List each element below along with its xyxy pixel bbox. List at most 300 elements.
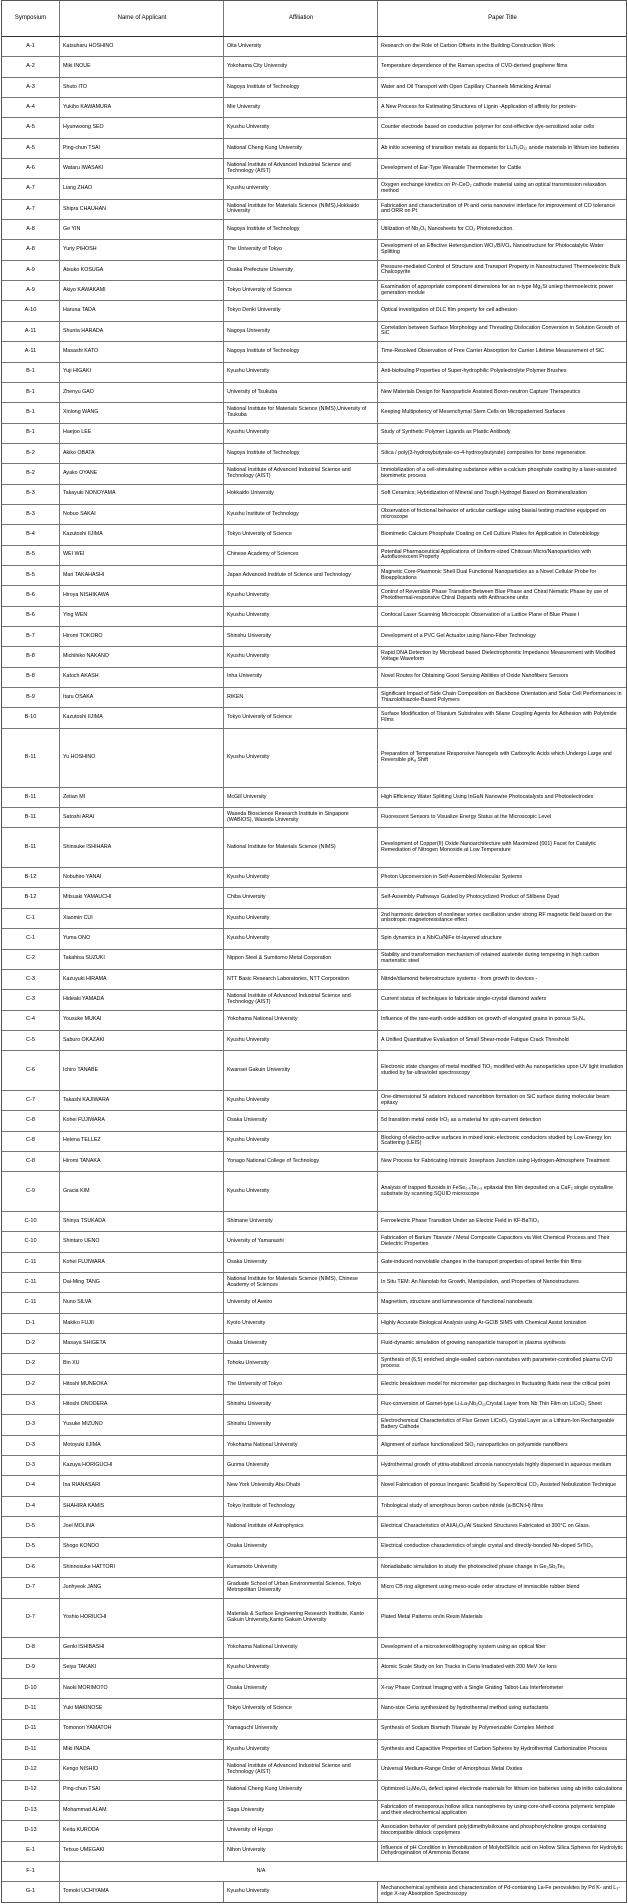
affiliation-cell: Chiba University: [224, 888, 378, 907]
paper-title-cell: Highly Accurate Biological Analysis using Ar-GCIB SIMS with Chemical Assist Ionization: [381, 1319, 587, 1326]
affiliation-cell: Kyushu University: [224, 929, 378, 948]
affiliation-cell: National Institute of Advanced Industrial Science and Technology (AIST): [224, 464, 378, 483]
table-row: [2, 342, 626, 362]
affiliation-cell: Oita University: [224, 37, 378, 56]
paper-title-cell: Significant Impact of Side Chain Composition on Backbone Orientation and Solar Cell Performances in Thiazolothiazole-Based Polymers: [381, 690, 622, 703]
symposium-cell: A-11: [2, 322, 60, 341]
paper-title-cell: Nitride/diamond heterostructure systems - from growth to devices -: [381, 975, 538, 982]
table-row: [2, 1862, 626, 1882]
table-row: [2, 57, 626, 77]
symposium-cell: B-11: [2, 788, 60, 807]
table-row: [2, 444, 626, 464]
applicant-cell: Shunta HARADA: [60, 322, 224, 341]
paper-title-cell: Photon Upconversion in Self-Assembled Molecular Systems: [381, 873, 523, 880]
table-row: [2, 1740, 626, 1760]
paper-title-cell: Self-Assembly Pathways Guided by Photocyclized Product of Stilbene Dyad: [381, 894, 560, 901]
affiliation-cell: Tokyo Denki University: [224, 301, 378, 320]
paper-title-cell: Current status of techniques to fabricate single-crystal diamond wafers: [381, 996, 547, 1002]
symposium-cell: D-3: [2, 1456, 60, 1475]
table-row: [2, 888, 626, 908]
symposium-cell: D-10: [2, 1679, 60, 1698]
applicant-cell: Kohei FUJIWARA: [60, 1253, 224, 1272]
paper-title-cell: Electrical Characteristics of Al/Al₂O₃/Al Stacked Structures Fabricated at 300°C on Glass.: [381, 1522, 591, 1529]
applicant-cell: Naoki MORIMOTO: [60, 1679, 224, 1698]
applicant-cell: Ping-chun TSAI: [60, 139, 224, 158]
symposium-cell: A-5: [2, 139, 60, 158]
applicant-cell: Hyunwoong SEO: [60, 118, 224, 137]
affiliation-cell: National Institute for Materials Science (NIMS),University of Tsukuba: [224, 403, 378, 422]
affiliation-cell: University of Tsukuba: [224, 383, 378, 402]
applicant-cell: Motoyuki IIJIMA: [60, 1436, 224, 1455]
paper-title-cell: Hydrothermal growth of yttria-stabilized zirconia nanocrystals highly dispersed in aqueous medium: [381, 1461, 612, 1468]
symposium-cell: B-12: [2, 868, 60, 887]
affiliation-cell: Nagoya Institute of Technology: [224, 342, 378, 361]
symposium-cell: A-9: [2, 261, 60, 280]
table-row: [2, 970, 626, 990]
applicant-cell: Mitsuaki YAMAUCHI: [60, 888, 224, 907]
symposium-cell: A-7: [2, 200, 60, 219]
affiliation-cell: Shinshu University: [224, 1415, 378, 1434]
affiliation-cell: Kyushu University: [224, 586, 378, 605]
affiliation-cell: Osaka University: [224, 1253, 378, 1272]
applicant-cell: Xiaomin CUI: [60, 909, 224, 928]
applicant-cell: Mari TAKAHASHI: [60, 566, 224, 585]
table-row: [2, 525, 626, 545]
paper-title-cell: Flux-conversion of Garnet-type Li₇La₃Nb₂O₁₂Crystal Layer from Nb Thin Film on LiCoO₂ Sheet: [381, 1400, 602, 1407]
table-row: [2, 220, 626, 240]
table-row: [2, 1091, 626, 1111]
applicant-cell: Takashi KAJIWARA: [60, 1091, 224, 1110]
table-row: [2, 688, 626, 708]
applicant-cell: Genki ISHIBASHI: [60, 1638, 224, 1657]
symposium-cell: A-9: [2, 281, 60, 300]
table-row: [2, 281, 626, 301]
symposium-cell: D-13: [2, 1821, 60, 1840]
symposium-cell: B-1: [2, 424, 60, 443]
affiliation-cell: National Institute for Materials Science (NIMS),Hokkaido University: [224, 200, 378, 219]
table-row: [2, 179, 626, 199]
paper-title-cell: Immobilization of a cell-stimulating substance within a calcium phosphate coating by a laser-assisted biomimetic process: [381, 467, 617, 479]
paper-title-cell: Control of Reversible Phase Transition Between Blue Phase and Chiral Nematic Phase by use of Photothermal-responsive Chiral Dopants with Anthracene units: [381, 589, 609, 601]
header-affiliation: Affiliation: [224, 1, 378, 36]
applicant-cell: Gracia KIM: [60, 1172, 224, 1211]
affiliation-cell: National Institute for Materials Science (NIMS): [224, 828, 378, 867]
paper-title-cell: Fluid-dynamic simulation of growing nanoparticle transport in plasma synthesis: [381, 1339, 566, 1346]
applicant-cell: Shinya TSUKADA: [60, 1212, 224, 1231]
paper-title-cell: Tribological study of amorphous boron carbon nitride (a-BCN:H) films: [381, 1502, 544, 1509]
symposium-cell: C-2: [2, 950, 60, 969]
paper-title-cell: Development of Ear-Type Wearable Thermometer for Cattle: [381, 164, 522, 171]
paper-title-cell: Analysis of trapped fluxoids in FeSe₀.₅Te₀.₅ epitaxial thin film deposited on a CaF₂ single crystalline substrate by scanning SQUID microscope: [381, 1184, 614, 1197]
symposium-cell: C-1: [2, 929, 60, 948]
symposium-cell: A-8: [2, 220, 60, 239]
table-row: [2, 1031, 626, 1051]
paper-title-cell: Fabrication of Barium Titanate / Metal Composite Capacitors via Wet Chemical Process and Their Dielectric Properties: [381, 1235, 610, 1248]
symposium-cell: D-13: [2, 1801, 60, 1820]
affiliation-cell: Kyushu University: [224, 647, 378, 666]
applicant-cell: Zetian MI: [60, 788, 224, 807]
symposium-cell: A-5: [2, 118, 60, 137]
applicant-cell: Liang ZHAO: [60, 179, 224, 198]
affiliation-cell: Mie University: [224, 98, 378, 117]
affiliation-cell: Nihon University: [224, 1842, 378, 1861]
paper-title-cell: High Efficiency Water Splitting Using InGaN Nanowire Photocatalysts and Photoelectrodes: [381, 793, 594, 800]
paper-title-cell: Utilization of Nb₂O₅ Nanosheets for CO₂ Photoreduction.: [381, 225, 514, 232]
affiliation-cell: University of Hyogo: [224, 1821, 378, 1840]
symposium-cell: A-6: [2, 159, 60, 178]
affiliation-cell: Osaka University: [224, 1111, 378, 1130]
table-row: [2, 566, 626, 586]
table-row: [2, 627, 626, 647]
affiliation-cell: Kyushu University: [224, 1031, 378, 1050]
symposium-cell: D-3: [2, 1436, 60, 1455]
applicant-cell: Itaru OSAKA: [60, 688, 224, 707]
affiliation-cell: National Institute of Advanced Industrial Science and Technology (AIST): [224, 159, 378, 178]
applicant-cell: Shinnosuke HATTORI: [60, 1558, 224, 1577]
symposium-cell: D-11: [2, 1699, 60, 1718]
applicant-cell: Keita KURODA: [60, 1821, 224, 1840]
affiliation-cell: Kyushu University: [224, 729, 378, 787]
affiliation-cell: National Institute of Advanced Industrial Science and Technology (AIST): [224, 1760, 378, 1779]
symposium-cell: G-1: [2, 1882, 60, 1901]
applicant-cell: Shintaro UENO: [60, 1232, 224, 1251]
symposium-cell: B-11: [2, 828, 60, 867]
paper-title-cell: Association behavior of pendant poly(dimethylsiloxane and phosphorylcholine groups containing biocompatible diblock copolymers: [381, 1824, 607, 1836]
applicant-cell: Yuji HIGAKI: [60, 363, 224, 382]
applicant-cell: Saburo OKAZAKI: [60, 1031, 224, 1050]
table-row: [2, 1375, 626, 1395]
affiliation-cell: Osaka Prefecture University: [224, 261, 378, 280]
table-row: [2, 607, 626, 627]
table-row: [2, 1578, 626, 1598]
paper-title-cell: Magnetism, structure and luminescence of functional nanobeads: [381, 1299, 533, 1306]
paper-title-cell: Silica / poly(3-hydroxybutyrate-co-4-hydroxybutyrate) composites for bone regeneration: [381, 449, 586, 456]
affiliation-cell: Kyushu University: [224, 363, 378, 382]
table-row: [2, 1011, 626, 1031]
applicant-cell: Akiko OBATA: [60, 444, 224, 463]
paper-title-cell: Anti-biofouling Properties of Super-hydrophilic Polyelectrolyte Polymer Brushes: [381, 368, 567, 375]
symposium-cell: C-11: [2, 1253, 60, 1272]
symposium-cell: A-7: [2, 179, 60, 198]
symposium-cell: D-12: [2, 1781, 60, 1800]
applicant-cell: Nobuhiro YANAI: [60, 868, 224, 887]
table-row: [2, 546, 626, 566]
table-row: [2, 1538, 626, 1558]
table-row: [2, 301, 626, 321]
paper-title-cell: Gate-induced nonvolatile changes in the transport properties of spinel ferrite thin films: [381, 1258, 582, 1265]
applicant-cell: Miki INOUE: [60, 57, 224, 76]
paper-title-cell: Counter electrode based on conductive polymer for cost-effective dye-sensitized solar cells: [381, 124, 595, 131]
symposium-cell: F-1: [2, 1862, 60, 1881]
symposium-cell: A-2: [2, 57, 60, 76]
symposium-cell: A-8: [2, 240, 60, 259]
paper-title-cell: Optical investigation of DLC film property for cell adhesion: [381, 307, 518, 314]
affiliation-cell: Nagoya University: [224, 322, 378, 341]
applicant-cell: Ping-chun TSAI: [60, 1781, 224, 1800]
symposium-cell: C-1: [2, 909, 60, 928]
table-row: [2, 37, 626, 57]
symposium-cell: B-5: [2, 546, 60, 565]
affiliation-cell: Yokohama National University: [224, 1638, 378, 1657]
applicant-cell: Kengo NISHIO: [60, 1760, 224, 1779]
paper-title-cell: Magnetic Core-Plasmonic Shell Dual Functional Nanoparticles as a Novel Cellular Probe for Bioapplications: [381, 568, 597, 581]
affiliation-cell: Inha University: [224, 668, 378, 687]
affiliation-cell: University of Yamanashi: [224, 1232, 378, 1251]
applicant-cell: Nuno SILVA: [60, 1293, 224, 1312]
paper-title-cell: Influence of the rare-earth oxide addition on growth of elongated grains in porous Si₃N₄: [381, 1016, 585, 1023]
paper-title-cell: In Situ TEM: An Nanolab for Growth, Manipulation, and Properties of Nanostructures: [381, 1278, 579, 1285]
affiliation-cell: National Cheng Kung University: [224, 139, 378, 158]
affiliation-cell: Nagoya Institute of Technology: [224, 444, 378, 463]
paper-title-cell: Development of a microstereolithography system using an optical fiber: [381, 1644, 546, 1651]
affiliation-cell: Kyushu University: [224, 424, 378, 443]
applicant-cell: Kazuyuki HIRAMA: [60, 970, 224, 989]
applicant-cell: Kohei FUJIWARA: [60, 1111, 224, 1130]
paper-title-cell: Ferroelectric Phase Transition Under an Electric Field in KF-BaTiO₃: [381, 1217, 539, 1224]
table-row: [2, 1354, 626, 1374]
applicant-cell: Bin XU: [60, 1354, 224, 1373]
paper-title-cell: Stability and transformation mechanism of retained austenite during tempering in high carbon martensitic steel: [381, 952, 600, 965]
applicant-cell: Ayako OYANE: [60, 464, 224, 483]
table-row: [2, 1436, 626, 1456]
paper-title-cell: 5d transition metal oxide IrO₂ as a material for spin-current detection: [381, 1117, 542, 1124]
paper-title-cell: 2nd harmonic detection of nonlinear vortex oscillation under strong RF magnetic field based on the anisotropic magnetoresistance effect: [381, 911, 612, 924]
symposium-cell: B-11: [2, 729, 60, 787]
table-row: [2, 1842, 626, 1862]
applicant-cell: Nobuo SAKAI: [60, 505, 224, 524]
affiliation-cell: Gunma University: [224, 1456, 378, 1475]
table-row: [2, 1253, 626, 1273]
affiliation-cell: Yamaguchi University: [224, 1720, 378, 1739]
affiliation-cell: Kyushu University: [224, 1659, 378, 1678]
applicant-cell: SHAHIRA KAMIS: [60, 1497, 224, 1516]
applicant-cell: Helena TELLEZ: [60, 1132, 224, 1151]
symposium-cell: D-9: [2, 1659, 60, 1678]
paper-title-cell: New Process for Fabricating Intrinsic Josephson Junction using Hydrogen-Atmosphere Treatment: [381, 1157, 610, 1164]
paper-title-cell: Potential Pharmaceutical Applications of Uniform-sized Chitosan Micro/Nanoparticles with Autofluorescent Property: [381, 548, 591, 561]
header-applicant: Name of Applicant: [60, 1, 224, 36]
applicant-cell: Michihiko NAKANO: [60, 647, 224, 666]
symposium-cell: C-11: [2, 1293, 60, 1312]
applicant-cell: Tomonori YAMATOH: [60, 1720, 224, 1739]
symposium-cell: C-11: [2, 1273, 60, 1292]
applicant-cell: Shipra CHAUHAN: [60, 200, 224, 219]
table-row: [2, 1293, 626, 1313]
affiliation-cell: Waseda Bioscience Research Institute in Singapore (WABIOS), Waseda University: [224, 808, 378, 827]
affiliation-cell: Nippon Steel & Sumitomo Metal Corporation: [224, 950, 378, 969]
applicant-cell: Hitoshi MUNEOKA: [60, 1375, 224, 1394]
affiliation-cell: The University of Tokyo: [224, 240, 378, 259]
affiliation-cell: Shinshu University: [224, 627, 378, 646]
applicant-cell: Dai-Ming TANG: [60, 1273, 224, 1292]
affiliation-cell: Tokyo University of Science: [224, 1699, 378, 1718]
affiliation-cell: Kyushu University: [224, 1882, 378, 1901]
symposium-cell: A-10: [2, 301, 60, 320]
applicant-cell: Hitoshi ONODERA: [60, 1395, 224, 1414]
table-row: [2, 1659, 626, 1679]
affiliation-cell: Osaka University: [224, 1334, 378, 1353]
paper-title-cell: A Unified Quantitative Evaluation of Small Shear-mode Fatigue Crack Threshold: [381, 1036, 569, 1043]
paper-title-cell: One-dimensional Si adatom induced nanoribbon formation on SiC surface during molecular beam epitaxy: [381, 1093, 610, 1106]
table-row: [2, 1456, 626, 1476]
paper-title-cell: Synthesis of (6,5) enriched single-walled carbon nanotubes with parameter-controlled plasma CVD process: [381, 1357, 613, 1370]
applicant-cell: Hideaki YAMADA: [60, 990, 224, 1009]
applicant-cell: Tetsuo UMEGAKI: [60, 1842, 224, 1861]
paper-title-cell: Examination of appropriate component dimensions for an n-type Mg₂Si uniieg thermoelectric power generation module: [381, 284, 614, 296]
affiliation-cell: Kyushu University: [224, 1132, 378, 1151]
affiliation-cell: New York University Abu Dhabi: [224, 1476, 378, 1495]
affiliation-cell: Osaka University: [224, 1679, 378, 1698]
paper-title-cell: Research on the Role of Carbon Offsets in the Building Construction Work: [381, 42, 555, 49]
table-row: [2, 1720, 626, 1740]
table-row: [2, 1334, 626, 1354]
paper-title-cell: Nonadiabatic simulation to study the photoexcited phase change in Ge₂Sb₂Te₅: [381, 1563, 565, 1570]
table-row: [2, 788, 626, 808]
symposium-cell: B-8: [2, 668, 60, 687]
applicant-cell: Ge YIN: [60, 220, 224, 239]
paper-title-cell: Ab initio screening of transition metals as dopants for Li₄Ti₅O₁₂ anode materials in lithium ion batteries: [381, 144, 620, 151]
applicant-cell: Masashi KATO: [60, 342, 224, 361]
affiliation-cell: Kyushu University: [224, 1172, 378, 1211]
applicant-cell: Hiromi TOKORO: [60, 627, 224, 646]
symposium-cell: D-5: [2, 1517, 60, 1536]
table-row: [2, 1781, 626, 1801]
affiliation-cell: Kyushu Institute of Technology: [224, 505, 378, 524]
symposium-cell: C-3: [2, 970, 60, 989]
affiliation-cell: Kyushu University: [224, 868, 378, 887]
paper-title-cell: Observation of frictional behavior of articular cartilage using biaxial testing machine equipped on microscope: [381, 507, 606, 520]
affiliation-cell: Kyushu university: [224, 179, 378, 198]
symposium-cell: D-1: [2, 1314, 60, 1333]
symposium-cell: C-10: [2, 1212, 60, 1231]
table-row: [2, 424, 626, 444]
paper-title-cell: Temperature dependence of the Raman spectra of CVD-derived graphene films: [381, 63, 568, 70]
affiliation-cell: The University of Tokyo: [224, 1375, 378, 1394]
affiliation-cell: Kyushu University: [224, 1091, 378, 1110]
applicant-cell: Masaya SHIGETA: [60, 1334, 224, 1353]
table-header: [2, 1, 626, 37]
paper-title-cell: Atomic Scale Study on Ion Tracks in Ceria Irradiated with 200 MeV Xe Ions: [381, 1664, 557, 1671]
paper-title-cell: Universal Medium-Range Order of Amorphous Metal Oxides: [381, 1766, 523, 1773]
paper-title-cell: Preparation of Temperature Responsive Nanogels with Carboxylic Acids which Undergo Large and Reversible pKₐ Shift: [381, 751, 612, 763]
symposium-cell: C-6: [2, 1051, 60, 1090]
symposium-cell: D-4: [2, 1476, 60, 1495]
affiliation-cell: RIKEN: [224, 688, 378, 707]
affiliation-cell: Hokkaido University: [224, 485, 378, 504]
symposium-cell: C-8: [2, 1111, 60, 1130]
paper-title-cell: Fluorescent Sensors to Visualize Energy Status at the Microscopic Level: [381, 813, 552, 820]
paper-title-cell: A New Process for Estimating Structures of Lignin -Application of affinity for protein-: [381, 103, 577, 110]
table-row: [2, 200, 626, 220]
applicant-cell: Yusuke MIZUNO: [60, 1415, 224, 1434]
table-row: [2, 1111, 626, 1131]
symposium-cell: A-1: [2, 37, 60, 56]
symposium-cell: B-4: [2, 525, 60, 544]
affiliation-cell: Nagoya Institute of Technology: [224, 220, 378, 239]
symposium-cell: E-1: [2, 1842, 60, 1861]
applicant-cell: Haejoo LEE: [60, 424, 224, 443]
paper-title-cell: Alignment of surface functionalized SiO₂ nanoparticles on polyamide nanofibers: [381, 1441, 568, 1448]
table-row: [2, 868, 626, 888]
symposium-cell: D-3: [2, 1395, 60, 1414]
paper-title-cell: Study of Synthetic Polymer Ligands as Plastic Antibody: [381, 429, 511, 436]
paper-title-cell: Nano-size Ceria synthesized by hydrothermal method using surfactants: [381, 1705, 549, 1712]
paper-title-cell: Pressure-mediated Control of Structure and Transport Property in Nanostructured Thermoelectric Bulk Chalcopyrite: [381, 263, 621, 276]
symposium-cell: D-7: [2, 1599, 60, 1638]
affiliation-cell: National Institute of Advanced Industrial Science and Technology (AIST): [224, 990, 378, 1009]
affiliation-cell: Yokohama National University: [224, 1011, 378, 1030]
table-row: [2, 1152, 626, 1172]
applicant-cell: Haruna TADA: [60, 301, 224, 320]
paper-title-cell: Fabrication of mesoporous hollow silica nanospheres by using core-shell-corona polymeric template and their electrochemical application: [381, 1803, 616, 1816]
paper-title-cell: Soft Ceramics; Hybridization of Mineral and Tough Hydrogel Based on Biomineralization: [381, 490, 587, 497]
symposium-cell: B-10: [2, 708, 60, 727]
table-row: [2, 1821, 626, 1841]
symposium-cell: D-5: [2, 1538, 60, 1557]
affiliation-cell: Tohoku University: [224, 1354, 378, 1373]
applicant-cell: Yu HOSHINO: [60, 729, 224, 787]
symposium-cell: C-7: [2, 1091, 60, 1110]
paper-title-cell: Keeping Multipotency of Mesenchymal Stem Cells on Micropatterned Surfaces: [381, 409, 566, 415]
na-cell: N/A: [256, 1867, 266, 1874]
applicant-cell: WEI WEI: [60, 546, 224, 565]
affiliation-cell: Kyushu University: [224, 1740, 378, 1759]
paper-title-cell: Novel Fabrication of porous Inorganic Scaffold by Supercritical CO₂ Assisted Nebulization Technique: [381, 1482, 617, 1489]
applicant-cell: Kazutoshi IIJIMA: [60, 525, 224, 544]
affiliation-cell: Saga University: [224, 1801, 378, 1820]
table-row: [2, 363, 626, 383]
paper-title-cell: Correlation between Surface Morphology and Threading Dislocation Conversion in Solution Growth of SiC: [381, 324, 620, 337]
symposium-cell: D-11: [2, 1740, 60, 1759]
affiliation-cell: McGill University: [224, 788, 378, 807]
symposium-cell: C-9: [2, 1172, 60, 1211]
applicant-cell: Shinsuke ISHIHARA: [60, 828, 224, 867]
table-row: [2, 159, 626, 179]
paper-title-cell: Fabrication and characterization of Pt and ceria nanowire interface for improvement of CO tolerance and ORR on Pt: [381, 202, 616, 215]
table-row: [2, 668, 626, 688]
paper-title-cell: Synthesis and Capacitive Properties of Carbon Spheres by Hydrothermal Carbonization Process: [381, 1745, 608, 1752]
applicant-cell: Katoch AKASH: [60, 668, 224, 687]
applicant-cell: Yoshio HORIUCHI: [60, 1599, 224, 1638]
applicant-cell: Yousuke MUKAI: [60, 1011, 224, 1030]
paper-title-cell: New Materials Design for Nanoparticle Assisted Boron-neutron Capture Therapeutics: [381, 388, 581, 395]
symposium-cell: B-12: [2, 888, 60, 907]
table-row: [2, 1232, 626, 1252]
affiliation-cell: National Cheng Kung University: [224, 1781, 378, 1800]
applicant-cell: Yukiho KAWAMURA: [60, 98, 224, 117]
applicant-cell: Hiromi TANAKA: [60, 1152, 224, 1171]
symposium-cell: D-12: [2, 1760, 60, 1779]
applicant-cell: Ina RIANASARI: [60, 1476, 224, 1495]
applicant-cell: Kazuya HORIGUCHI: [60, 1456, 224, 1475]
paper-title-cell: Rapid DNA Detection by Microbead based Dielectrophoretic Impedance Measurement with Modified Voltage Waveform: [381, 650, 616, 662]
table-row: [2, 1517, 626, 1537]
table-row: [2, 98, 626, 118]
applicant-cell: Miki INADA: [60, 1740, 224, 1759]
table-row: [2, 586, 626, 606]
applicant-cell: Junhyeok JANG: [60, 1578, 224, 1597]
table-row: [2, 1882, 626, 1901]
symposium-cell: C-3: [2, 990, 60, 1009]
table-row: [2, 1679, 626, 1699]
table-row: [2, 950, 626, 970]
table-row: [2, 1132, 626, 1152]
symposium-cell: D-6: [2, 1558, 60, 1577]
applicant-cell: Yuriy PIHOSH: [60, 240, 224, 259]
table-row: [2, 1476, 626, 1496]
symposium-cell: B-2: [2, 444, 60, 463]
affiliation-cell: Graduate School of Urban Environmental Science, Tokyo Metropolitan University: [224, 1578, 378, 1597]
